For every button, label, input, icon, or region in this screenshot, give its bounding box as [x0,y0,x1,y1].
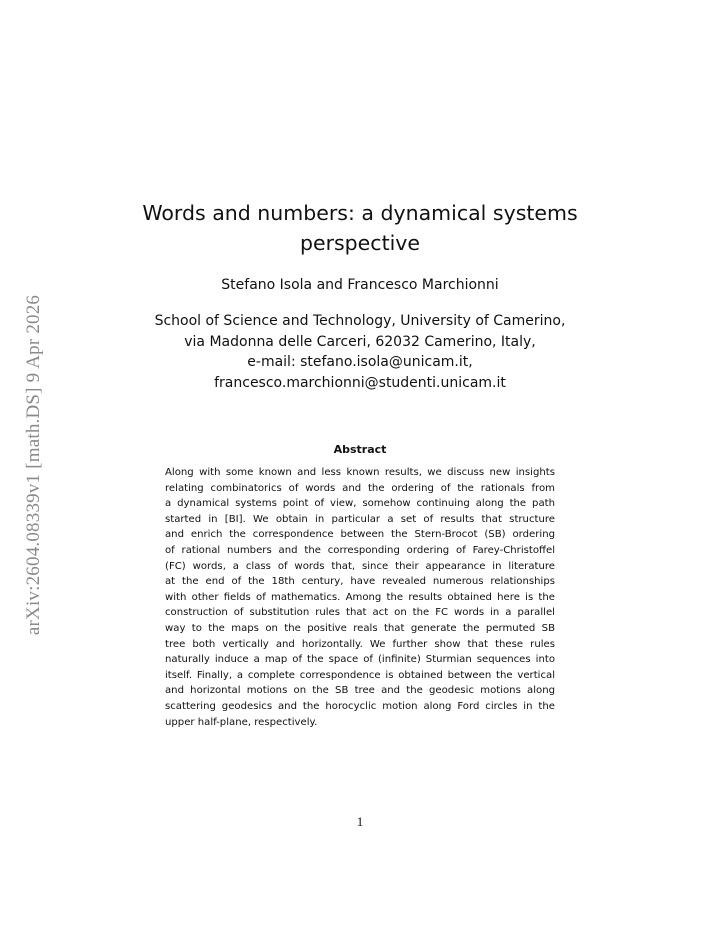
abstract-line: (FC) words, a class of words that, since their appearance in literature [165,560,555,572]
abstract-line: at the end of the 18th century, have revealed numerous relationships [165,576,555,588]
paper-title [100,198,620,258]
affiliation-line: via Madonna delle Carceri, 62032 Camerino, Italy, [184,333,536,350]
abstract-line: started in [BI]. We obtain in particular a set of results that structure [165,513,555,525]
page-number: 1 [356,814,364,829]
authors: Stefano Isola and Francesco Marchionni [221,277,499,293]
affiliation-line: School of Science and Technology, University of Camerino, [154,313,566,329]
abstract-line: relating combinatorics of words and the ordering of the rationals from [165,482,555,494]
abstract-line: with other fields of mathematics. Among the results obtained here is the [165,591,555,603]
abstract-line: naturally induce a map of the space of (infinite) Sturmian sequences into [165,654,555,666]
abstract-line: itself. Finally, a complete correspondence is obtained between the vertical [165,669,555,681]
abstract-line: scattering geodesics and the horocyclic motion along Ford circles in the [165,700,555,712]
arxiv-identifier-stamp: arXiv:2604.08339v1 [math.DS] 9 Apr 2026 [23,294,44,636]
abstract-line: upper half-plane, respectively. [165,716,318,728]
affiliation [100,311,620,393]
title-line: perspective [299,231,421,255]
abstract-heading: Abstract [333,443,387,456]
abstract-line: tree both vertically and horizontally. We further show that these rules [165,638,555,650]
abstract-line: Along with some known and less known results, we discuss new insights [165,467,555,478]
abstract-line: way to the maps on the positive reals that generate the permuted SB [165,622,555,634]
abstract-body [165,465,555,730]
abstract-line: and horizontal motions on the SB tree and the geodesic motions along [165,685,555,697]
email-line: francesco.marchionni@studenti.unicam.it [214,374,506,391]
abstract-line: construction of substitution rules that act on the FC words in a parallel [165,607,555,619]
abstract-line: and enrich the correspondence between the Stern-Brocot (SB) ordering [165,529,555,541]
abstract-line: of rational numbers and the corresponding ordering of Farey-Christoffel [165,544,555,556]
email-line: e-mail: stefano.isola@unicam.it, [247,354,473,370]
title-line: Words and numbers: a dynamical systems [142,201,578,225]
abstract-line: a dynamical systems point of view, somehow continuing along the path [165,498,555,510]
